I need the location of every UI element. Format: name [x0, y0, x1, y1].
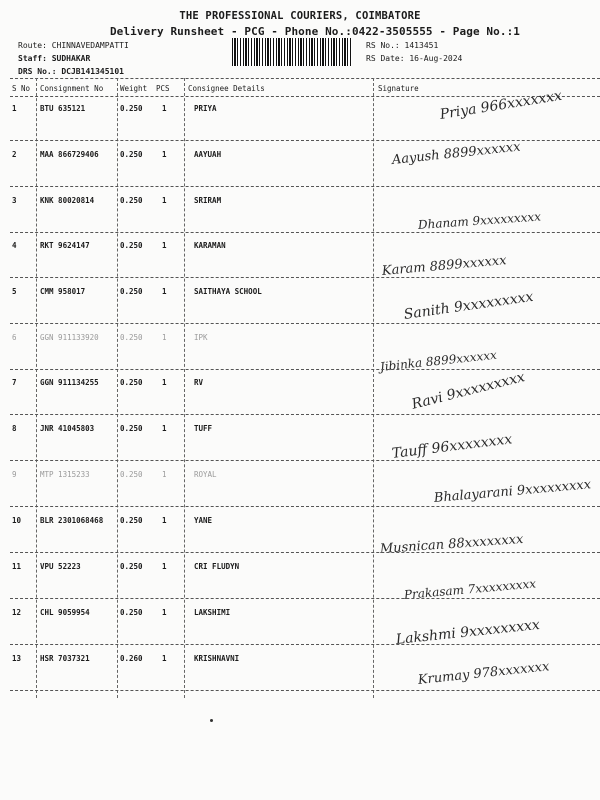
drs-line — [18, 67, 124, 76]
row-separator — [10, 598, 600, 599]
row-signature: Jibinka 8899xxxxxx — [379, 347, 498, 374]
row-weight: 0.250 — [120, 287, 143, 296]
row-consignment-number: JNR 41045803 — [40, 424, 95, 433]
row-weight: 0.250 — [120, 470, 143, 479]
row-consignee: SRIRAM — [194, 196, 222, 205]
stray-mark — [210, 719, 213, 722]
row-signature: Musnican 88xxxxxxxx — [379, 531, 524, 557]
company-title: THE PROFESSIONAL COURIERS, COIMBATORE — [179, 10, 421, 22]
row-pieces: 1 — [162, 470, 167, 479]
rs-no-line — [366, 41, 438, 50]
row-signature: Tauff 96xxxxxxxx — [391, 431, 514, 462]
row-serial-number: 13 — [12, 654, 22, 663]
row-signature: Bhalayarani 9xxxxxxxxx — [433, 477, 592, 506]
row-consignee: CRI FLUDYN — [194, 562, 240, 571]
row-pieces: 1 — [162, 150, 167, 159]
row-separator — [10, 232, 600, 233]
row-consignee: KRISHNAVNI — [194, 654, 240, 663]
row-weight: 0.250 — [120, 150, 143, 159]
rs-no-value: 1413451 — [404, 41, 439, 50]
row-serial-number: 6 — [12, 333, 17, 342]
row-consignment-number: BTU 635121 — [40, 104, 86, 113]
runsheet-subtitle: Delivery Runsheet - PCG - Phone No.:0422-3505555 - Page No.:1 — [109, 25, 521, 38]
row-pieces: 1 — [162, 562, 167, 571]
row-consignee: RV — [194, 378, 204, 387]
row-consignee: TUFF — [194, 424, 213, 433]
row-pieces: 1 — [162, 241, 167, 250]
column-header-consignee: Consignee Details — [188, 84, 265, 93]
row-signature: Sanith 9xxxxxxxxx — [402, 288, 535, 323]
row-signature: Aayush 8899xxxxxx — [391, 139, 522, 168]
column-header-pcs: PCS — [156, 84, 170, 93]
column-divider — [36, 78, 37, 698]
row-consignment-number: GGN 911133920 — [40, 333, 99, 342]
runsheet-barcode — [232, 38, 352, 66]
row-separator — [10, 506, 600, 507]
row-separator — [10, 690, 600, 691]
row-weight: 0.250 — [120, 378, 143, 387]
column-divider — [117, 78, 118, 698]
row-consignment-number: KNK 80020814 — [40, 196, 95, 205]
row-pieces: 1 — [162, 104, 167, 113]
row-serial-number: 3 — [12, 196, 17, 205]
row-consignment-number: GGN 911134255 — [40, 378, 99, 387]
row-signature: Karam 8899xxxxxx — [381, 253, 508, 279]
row-serial-number: 7 — [12, 378, 17, 387]
row-weight: 0.250 — [120, 516, 143, 525]
row-separator — [10, 414, 600, 415]
row-consignee: SAITHAYA SCHOOL — [194, 287, 262, 296]
staff-value: SUDHAKAR — [51, 54, 91, 63]
table-top-rule — [10, 78, 600, 79]
rs-no-label: RS No.: — [366, 41, 400, 50]
row-weight: 0.250 — [120, 562, 143, 571]
row-consignment-number: MTP 1315233 — [40, 470, 90, 479]
row-separator — [10, 644, 600, 645]
row-pieces: 1 — [162, 654, 167, 663]
row-serial-number: 8 — [12, 424, 17, 433]
row-serial-number: 1 — [12, 104, 17, 113]
column-header-weight: Weight — [120, 84, 148, 93]
column-header-sno: S No — [12, 84, 31, 93]
row-signature: Prakasam 7xxxxxxxxx — [403, 576, 537, 602]
row-separator — [10, 369, 600, 370]
row-consignee: AAYUAH — [194, 150, 222, 159]
row-pieces: 1 — [162, 378, 167, 387]
row-weight: 0.250 — [120, 608, 143, 617]
row-consignment-number: BLR 2301068468 — [40, 516, 104, 525]
row-weight: 0.250 — [120, 424, 143, 433]
row-consignee: IPK — [194, 333, 208, 342]
row-serial-number: 4 — [12, 241, 17, 250]
staff-line — [18, 54, 90, 63]
row-weight: 0.250 — [120, 104, 143, 113]
column-divider — [373, 78, 374, 698]
row-weight: 0.250 — [120, 241, 143, 250]
row-pieces: 1 — [162, 516, 167, 525]
row-serial-number: 2 — [12, 150, 17, 159]
row-consignment-number: CHL 9059954 — [40, 608, 90, 617]
column-header-consignment: Consignment No — [40, 84, 104, 93]
row-consignment-number: CMM 958017 — [40, 287, 86, 296]
row-separator — [10, 552, 600, 553]
staff-label: Staff: — [18, 54, 47, 63]
rs-date-label: RS Date: — [366, 54, 405, 63]
row-pieces: 1 — [162, 196, 167, 205]
column-header-signature: Signature — [378, 84, 419, 93]
row-consignment-number: RKT 9624147 — [40, 241, 90, 250]
rs-date-value: 16-Aug-2024 — [409, 54, 463, 63]
drs-label: DRS No.: — [18, 67, 57, 76]
row-consignee: LAKSHIMI — [194, 608, 231, 617]
row-serial-number: 10 — [12, 516, 22, 525]
row-weight: 0.260 — [120, 654, 143, 663]
row-serial-number: 11 — [12, 562, 22, 571]
row-pieces: 1 — [162, 287, 167, 296]
row-pieces: 1 — [162, 424, 167, 433]
column-divider — [184, 78, 185, 698]
row-consignee: KARAMAN — [194, 241, 226, 250]
row-weight: 0.250 — [120, 196, 143, 205]
route-line — [18, 41, 129, 50]
row-separator — [10, 323, 600, 324]
rs-date-line — [366, 54, 462, 63]
row-signature: Lakshmi 9xxxxxxxxx — [395, 616, 541, 648]
row-serial-number: 5 — [12, 287, 17, 296]
route-label: Route: — [18, 41, 47, 50]
row-signature: Ravi 9xxxxxxxxx — [410, 369, 527, 413]
row-pieces: 1 — [162, 608, 167, 617]
row-serial-number: 9 — [12, 470, 17, 479]
route-value: CHINNAVEDAMPATTI — [51, 41, 129, 50]
row-consignee: ROYAL — [194, 470, 217, 479]
row-separator — [10, 186, 600, 187]
row-signature: Priya 966xxxxxxx — [438, 87, 564, 123]
row-weight: 0.250 — [120, 333, 143, 342]
row-consignment-number: MAA 866729406 — [40, 150, 99, 159]
row-serial-number: 12 — [12, 608, 22, 617]
drs-value: DCJB141345101 — [61, 67, 124, 76]
row-signature: Krumay 978xxxxxxx — [417, 659, 551, 688]
row-consignment-number: VPU 52223 — [40, 562, 81, 571]
row-consignment-number: HSR 7037321 — [40, 654, 90, 663]
row-separator — [10, 460, 600, 461]
row-separator — [10, 277, 600, 278]
row-consignee: YANE — [194, 516, 213, 525]
row-pieces: 1 — [162, 333, 167, 342]
row-consignee: PRIYA — [194, 104, 217, 113]
row-signature: Dhanam 9xxxxxxxxx — [417, 209, 542, 232]
